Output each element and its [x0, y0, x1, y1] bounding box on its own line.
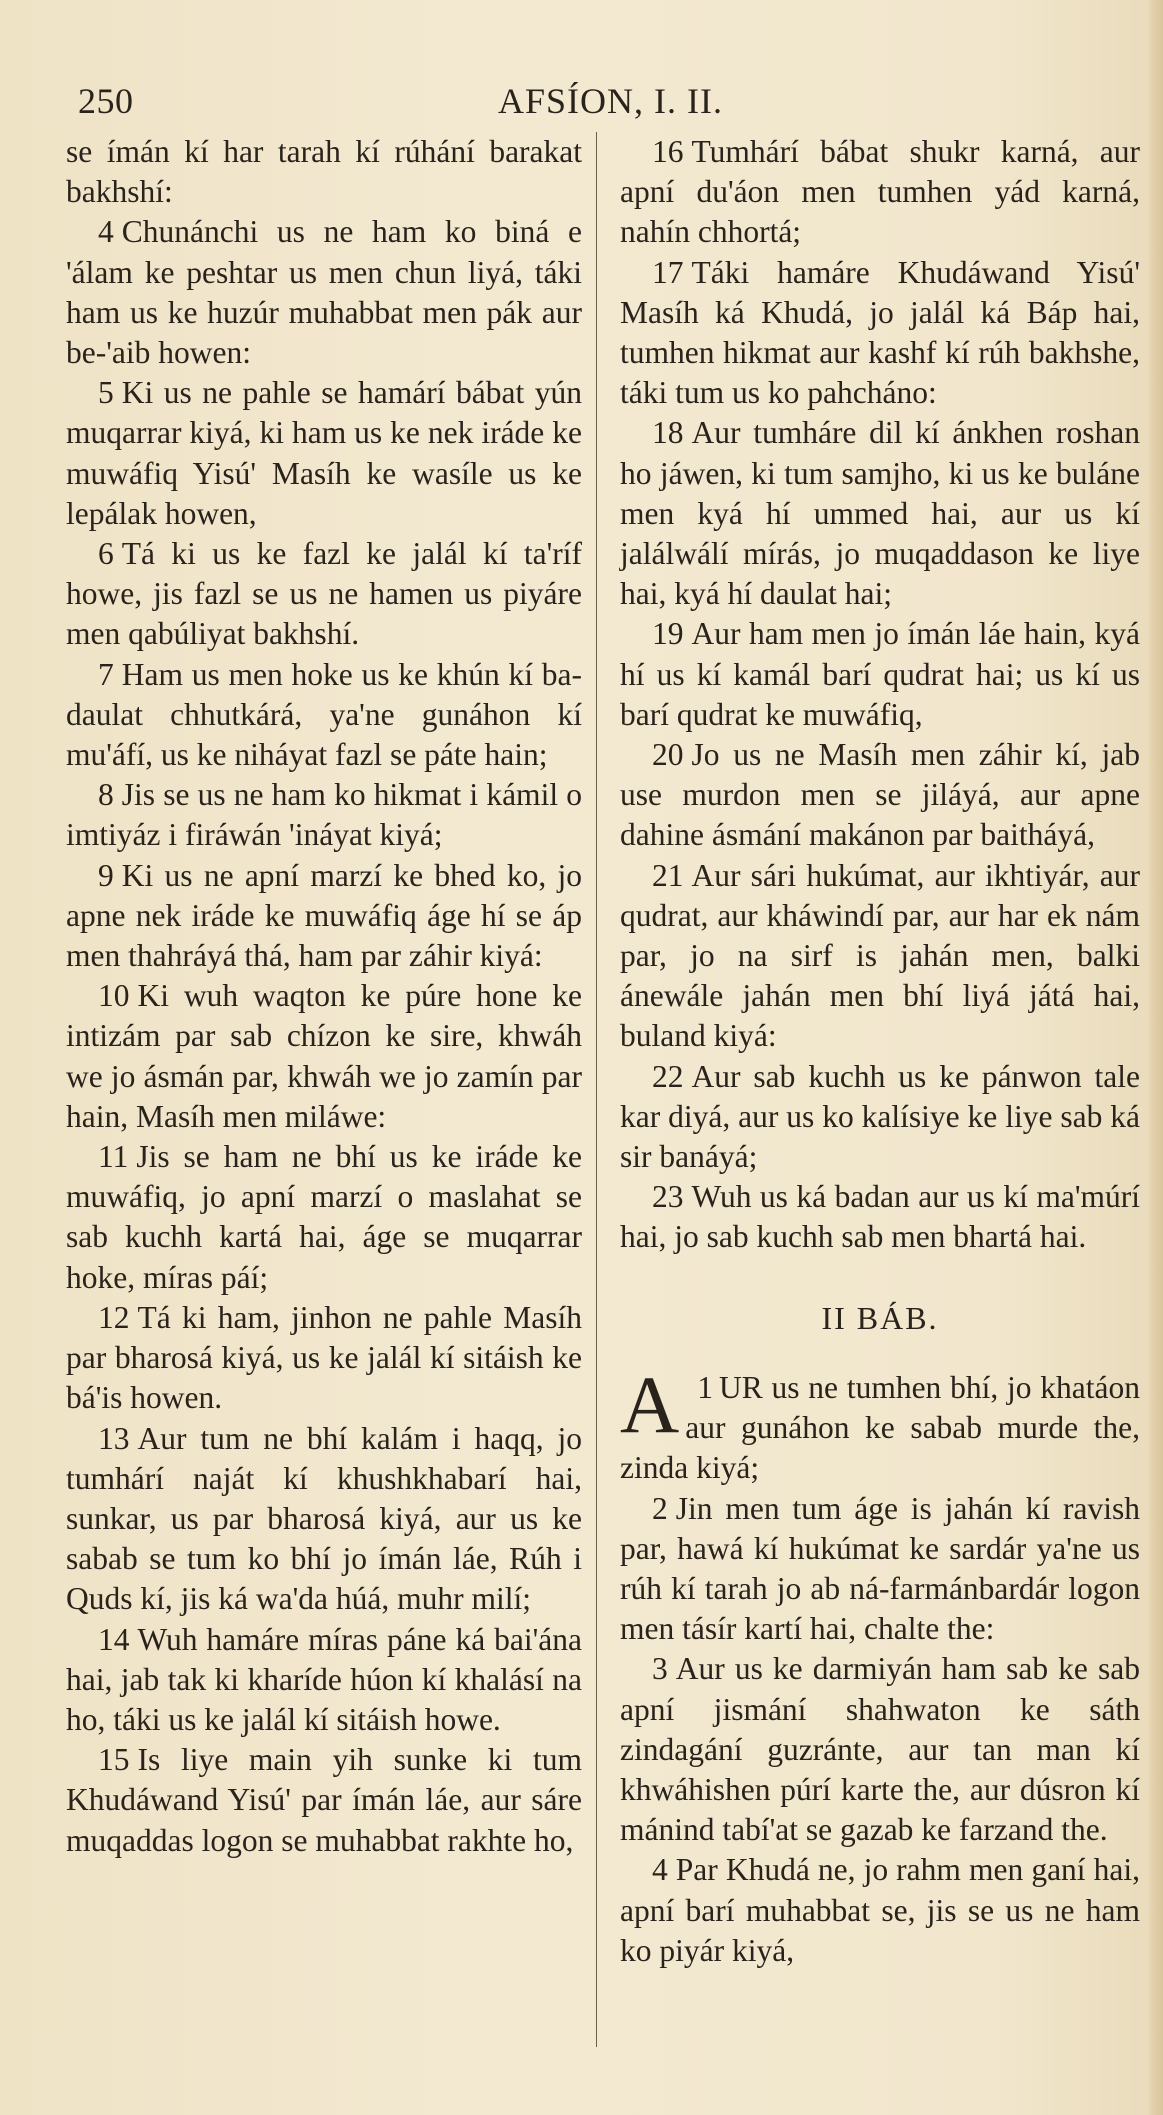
verse: [66, 1298, 582, 1419]
verse: [66, 856, 582, 977]
verse-number: 5: [98, 375, 114, 411]
verse: [620, 1649, 1140, 1850]
verse-text: Is liye main yih sunke ki tum Khudáwand Yisú' par ímán láe, aur sáre muqaddas logon se muhabbat rakhte ho,: [66, 1742, 582, 1858]
verse: [66, 132, 582, 212]
verse-text: Jis se ham ne bhí us ke iráde ke muwáfiq, jo apní marzí o maslahat se sab kuchh kartá hai, áge se muqarrar hoke, míras páí;: [66, 1139, 582, 1295]
drop-cap: A: [620, 1358, 680, 1450]
verse-text: Ki us ne apní marzí ke bhed ko, jo apne nek iráde ke muwáfiq áge hí se áp men thahráyá thá, ham par záhir kiyá:: [66, 857, 582, 974]
verse-text: Tá ki ham, jinhon ne pahle Masíh par bharosá kiyá, us ke jalál kí sitáish ke bá'is howen.: [66, 1299, 582, 1416]
verse-number: 23: [652, 1179, 684, 1215]
verse-number: 9: [98, 857, 114, 893]
verse-number: 6: [98, 536, 114, 572]
verse-text: Ham us men hoke us ke khún kí ba-daulat chhutkárá, ya'ne gunáhon kí mu'áfí, us ke niháyat fazl se páte hain;: [66, 656, 582, 773]
verse-text: Aur us ke darmiyán ham sab ke sab apní jismání shahwaton ke sáth zindagání guzránte, aur tan man kí khwáhishen púrí karte the, aur dúsron kí mánind tabí'at se gazab ke farzand the.: [620, 1651, 1140, 1848]
verse-text: Aur sári hukúmat, aur ikhtiyár, aur qudrat, aur kháwindí par, aur har ek nám par, jo na sirf is jahán men, balki ánewále jahán men bhí liyá játá hai, buland kiyá:: [620, 857, 1140, 1054]
verse-number: 10: [98, 978, 130, 1014]
verse-text: Aur ham men jo ímán láe hain, kyá hí us kí kamál barí qudrat hai; us kí us barí qudrat ke muwáfiq,: [620, 616, 1140, 732]
verse: [66, 655, 582, 776]
verse-number: 3: [652, 1651, 668, 1687]
verse: [620, 1850, 1140, 1971]
verse-text: Par Khudá ne, jo rahm men ganí hai, apní barí muhabbat se, jis se us ne ham ko piyár kiyá,: [620, 1852, 1140, 1968]
verse: [620, 253, 1140, 414]
verse: [620, 132, 1140, 253]
verse: [66, 1419, 582, 1620]
verse-number: 4: [652, 1852, 668, 1888]
chapter-first-verse: [620, 1358, 1140, 1489]
verse: [66, 212, 582, 373]
verse-text: UR us ne tumhen bhí, jo khatáon aur gunáhon ke sabab murde the, zinda kiyá;: [620, 1369, 1140, 1486]
verse-text: Tumhárí bábat shukr karná, aur apní du'áon men tumhen yád karná, nahín chhortá;: [620, 134, 1140, 250]
verse: [620, 856, 1140, 1057]
verse-text: Táki hamáre Khudáwand Yisú' Masíh ká Khudá, jo jalál ká Báp hai, tumhen hikmat aur kashf kí rúh bakhshe, táki tum us ko pahcháno:: [620, 254, 1140, 411]
verse-number: 14: [98, 1621, 130, 1657]
right-column: [620, 132, 1140, 1971]
verse-text: Chunánchi us ne ham ko biná e 'álam ke peshtar us men chun liyá, táki ham us ke huzúr muhabbat men pák aur be-'aib howen:: [66, 214, 582, 371]
verse-text: Ki us ne pahle se hamárí bábat yún muqarrar kiyá, ki ham us ke nek iráde ke muwáfiq Yisú' Masíh ke wasíle us ke lepálak howen,: [66, 375, 582, 531]
verse-number: 19: [652, 616, 684, 652]
verse-text: Aur tumháre dil kí ánkhen roshan ho jáwen, ki tum samjho, ki us ke buláne men kyá hí ummed hai, aur us kí jalálwálí mírás, jo muqaddason ke liye hai, kyá hí daulat hai;: [620, 415, 1140, 612]
verse: [620, 1177, 1140, 1257]
verse-number: 12: [98, 1299, 130, 1335]
verse-text: Jo us ne Masíh men záhir kí, jab use murdon men se jiláyá, aur apne dahine ásmání makánon par baitháyá,: [620, 737, 1140, 853]
verse: [66, 775, 582, 855]
page-number: 250: [78, 81, 134, 121]
verse-number: 13: [98, 1420, 130, 1456]
verse-text: Ki wuh waqton ke púre hone ke intizám par sab chízon ke sire, khwáh we jo ásmán par, khwáh we jo zamín par hain, Masíh men miláwe:: [66, 978, 582, 1134]
verse: [66, 1740, 582, 1861]
verse-text: Wuh hamáre míras páne ká bai'ána hai, jab tak ki kharíde húon kí khalásí na ho, táki us ke jalál kí sitáish howe.: [66, 1621, 582, 1737]
page-header: [78, 80, 1078, 130]
verse-number: 7: [98, 656, 114, 692]
verse-number: 18: [652, 415, 684, 451]
verse-number: 20: [652, 737, 684, 773]
verse-number: 1: [697, 1369, 713, 1405]
verse-number: 4: [98, 214, 114, 250]
page-edge: [1149, 0, 1163, 2115]
verse-number: 16: [652, 134, 684, 169]
chapter-heading: II BÁB.: [821, 1299, 939, 1336]
verse: [66, 373, 582, 534]
verse: [620, 1489, 1140, 1650]
verse: [620, 735, 1140, 856]
verse: [66, 1620, 582, 1741]
running-title: AFSÍON, I. II.: [498, 81, 723, 121]
verse: [620, 1057, 1140, 1178]
left-column: [66, 132, 582, 1861]
column-divider: [596, 132, 597, 2047]
verse: [66, 1137, 582, 1298]
verse-text: Wuh us ká badan aur us kí ma'múrí hai, jo sab kuchh sab men bhartá hai.: [620, 1179, 1140, 1255]
verse-text: Aur sab kuchh us ke pánwon tale kar diyá, aur us ko kalísiye ke liye sab ká sir banáyá;: [620, 1058, 1140, 1175]
verse: [66, 976, 582, 1137]
verse: [620, 614, 1140, 735]
verse-number: 22: [652, 1058, 684, 1094]
verse-number: 11: [98, 1139, 129, 1175]
verse-number: 8: [98, 777, 114, 813]
verse-text: Jin men tum áge is jahán kí ravish par, hawá kí hukúmat ke sardár ya'ne us rúh kí tarah jo ab ná-farmánbardár logon men tásír kartí hai, chalte the:: [620, 1490, 1140, 1647]
verse-number: 17: [652, 254, 684, 290]
verse: [620, 413, 1140, 614]
verse-text: Jis se us ne ham ko hikmat i kámil o imtiyáz i firáwán 'ináyat kiyá;: [66, 777, 582, 853]
verse-text: Aur tum ne bhí kalám i haqq, jo tumhárí naját kí khushkhabarí hai, sunkar, us par bharosá kiyá, aur us ke sabab se tum ko bhí jo ímán láe, Rúh i Quds kí, jis ká wa'da húá, muhr milí;: [66, 1420, 582, 1617]
verse-number: 21: [652, 857, 684, 893]
verse-number: 2: [652, 1490, 668, 1526]
verse-text: Tá ki us ke fazl ke jalál kí ta'ríf howe, jis fazl se us ne hamen us piyáre men qabúliyat bakhshí.: [66, 536, 582, 652]
verse-text: se ímán kí har tarah kí rúhání barakat bakhshí:: [66, 134, 582, 210]
verse: [66, 534, 582, 655]
verse-number: 15: [98, 1742, 130, 1778]
